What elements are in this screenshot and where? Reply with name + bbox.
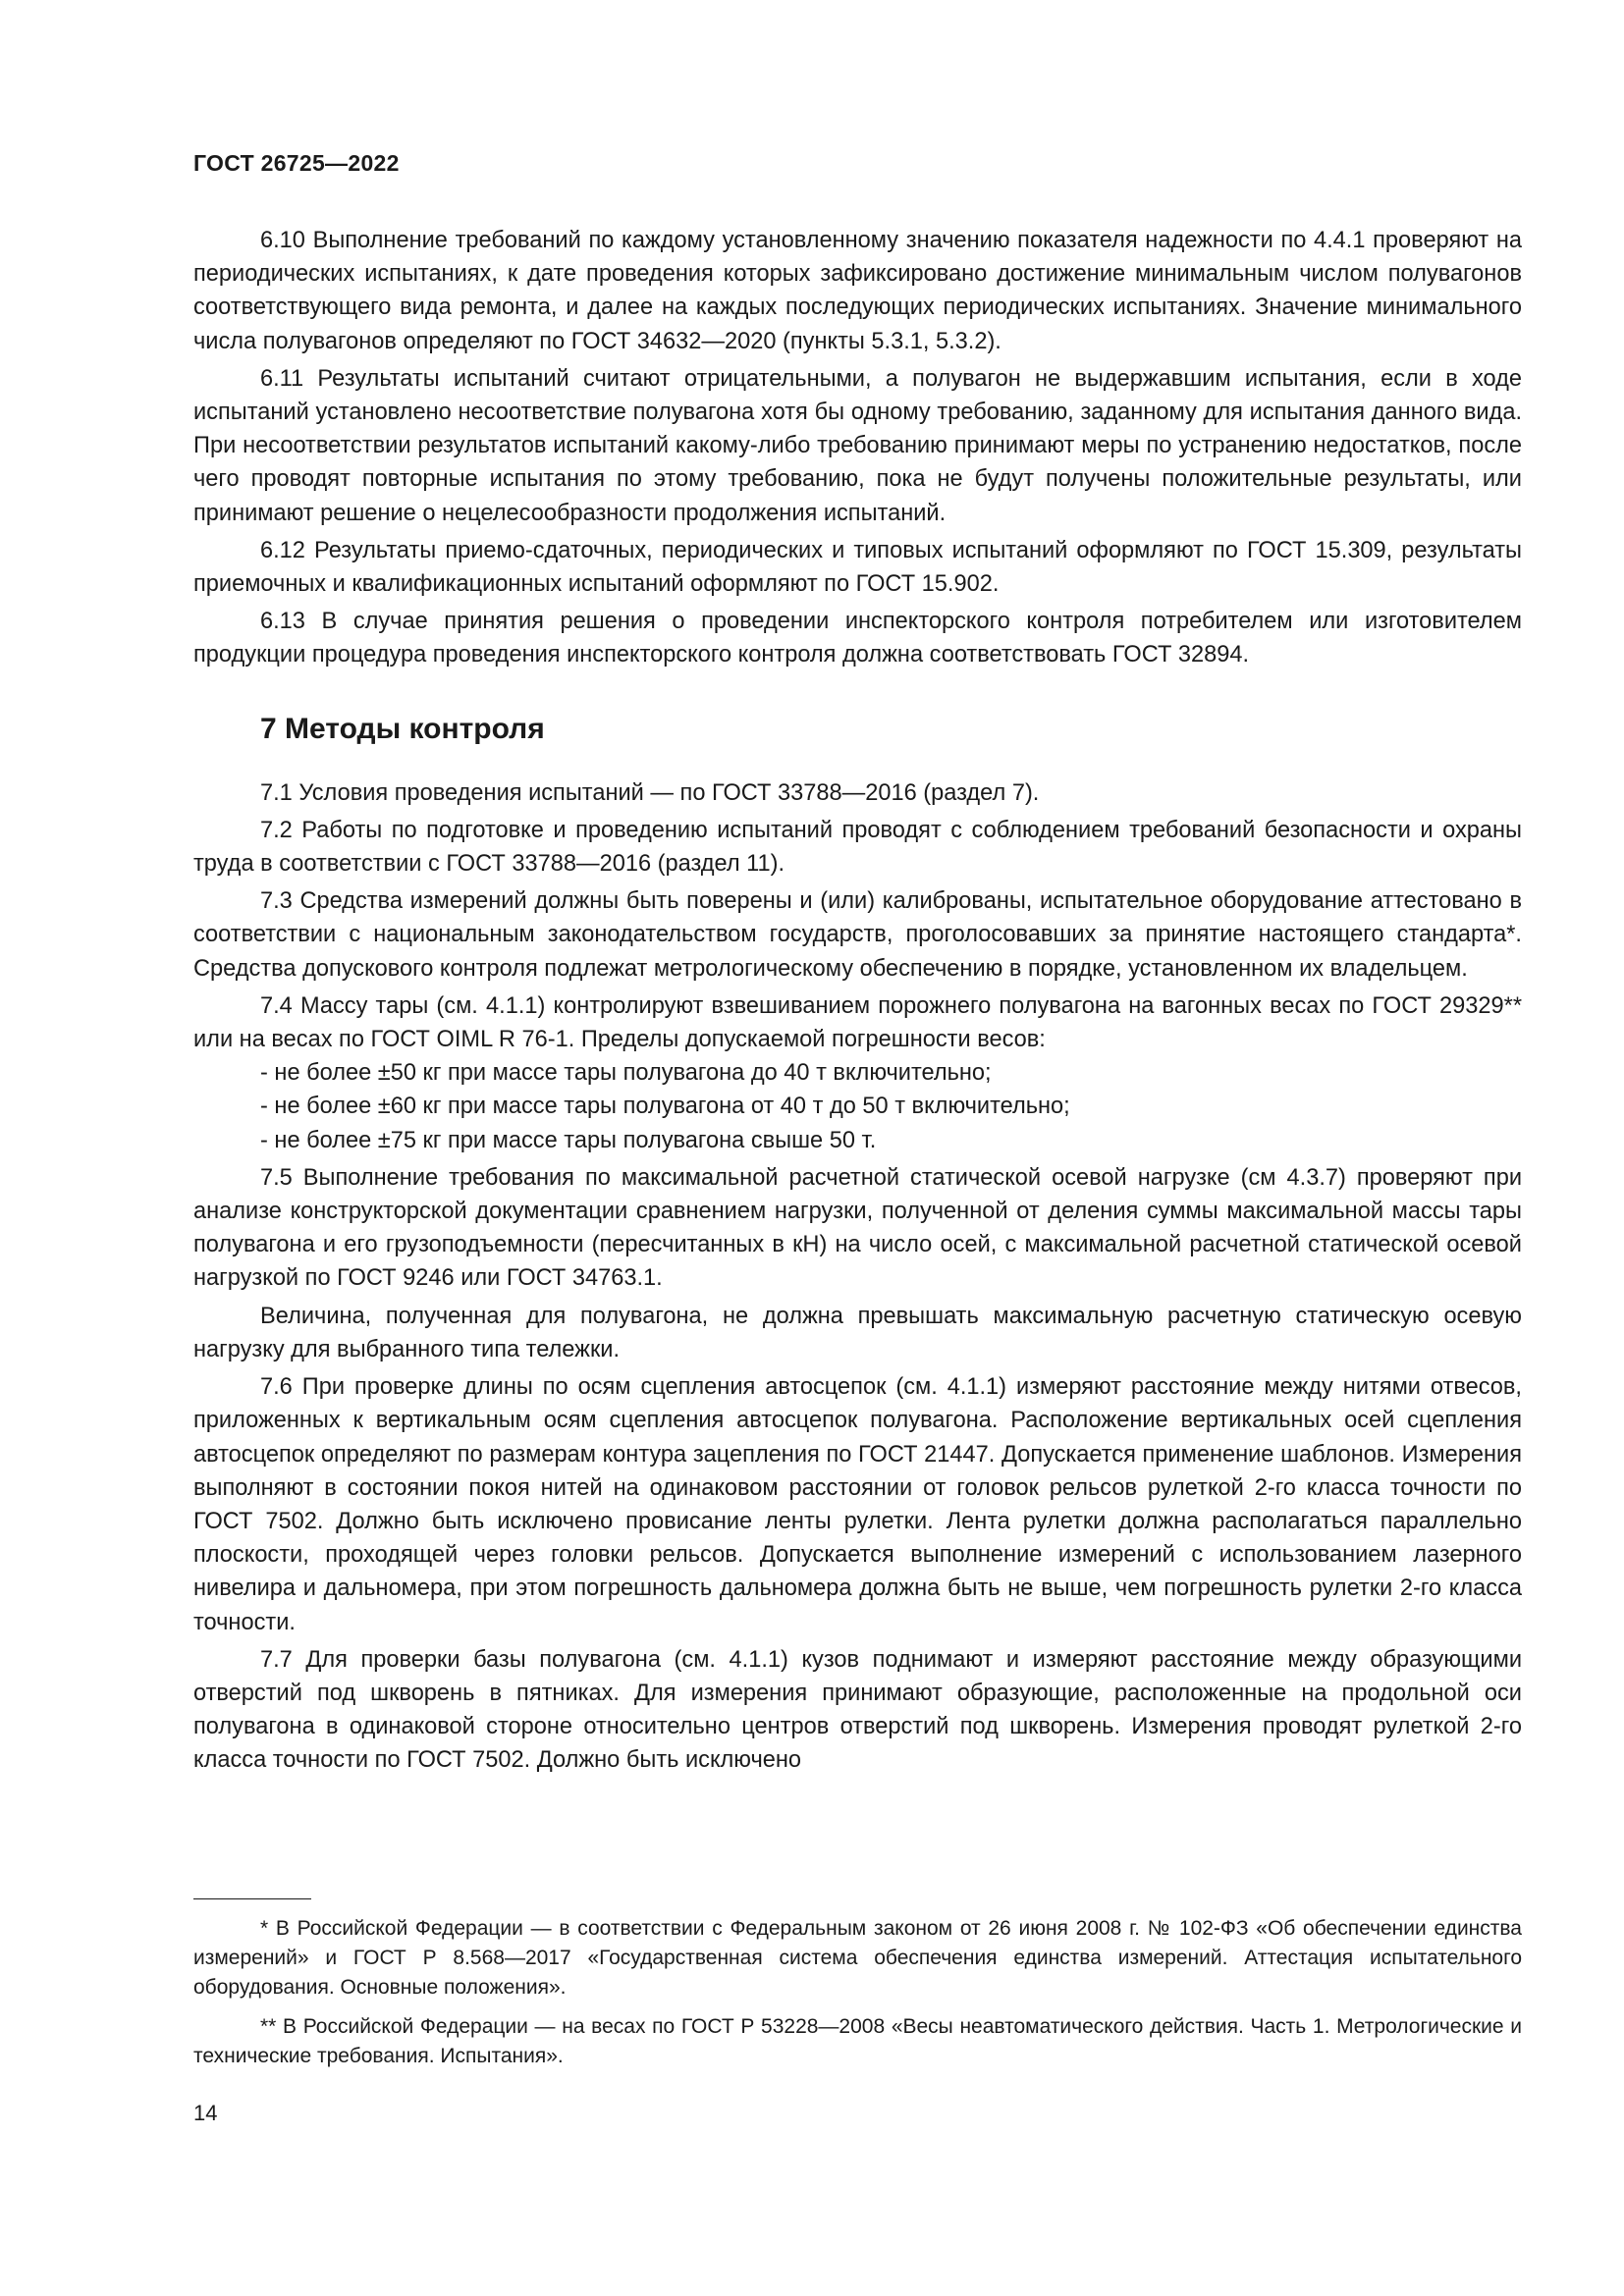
list-item-tolerance-75: - не более ±75 кг при массе тары полувагона свыше 50 т. [260,1127,877,1153]
list-item-tolerance-60: - не более ±60 кг при массе тары полувагона от 40 т до 50 т включительно; [260,1094,1070,1120]
list-item-tolerance-50: - не более ±50 кг при массе тары полувагона до 40 т включительно; [260,1060,992,1087]
paragraph-7-4: 7.4 Массу тары (см. 4.1.1) контролируют взвешиванием порожнего полувагона на вагонных весах по ГОСТ 29329** или на весах по ГОСТ OIML R 76-1. Пределы допускаемой погрешности весов: [193,992,1522,1053]
footnote-divider [193,1898,311,1899]
main-text [193,224,1522,1778]
paragraph-6-11: 6.11 Результаты испытаний считают отрицательными, а полувагон не выдержавшим испытания, если в ходе испытаний установлено несоответствие полувагона хотя бы одному требованию, заданному для испытания данного вида. При несоответствии результатов испытаний какому-либо требованию принимают меры по устранению недостатков, после чего проводят повторные испытания по этому требованию, пока не будут получены положительные результаты, или принимают решение о нецелесообразности продолжения испытаний. [193,365,1522,526]
paragraph-6-13: 6.13 В случае принятия решения о проведении инспекторского контроля потребителем или изготовителем продукции процедура проведения инспекторского контроля должна соответствовать ГОСТ 32894. [193,609,1522,668]
page-number: 14 [193,2101,218,2125]
footnote-2: ** В Российской Федерации — на весах по ГОСТ Р 53228—2008 «Весы неавтоматического действия. Часть 1. Метрологические и технические требования. Испытания». [193,2015,1522,2067]
paragraph-7-1: 7.1 Условия проведения испытаний — по ГОСТ 33788—2016 (раздел 7). [260,779,1040,806]
paragraph-7-7: 7.7 Для проверки базы полувагона (см. 4.1.1) кузов поднимают и измеряют расстояние между образующими отверстий под шкворень в пятниках. Для измерения принимают образующие, расположенные на продольной оси полувагона в одинаковой стороне относительно центров отверстий под шкворень. Измерения проводят рулеткой 2-го класса точности по ГОСТ 7502. Должно быть исключено [193,1646,1522,1774]
footnote-1: * В Российской Федерации — в соответствии с Федеральным законом от 26 июня 2008 г. № 102-ФЗ «Об обеспечении единства измерений» и ГОСТ Р 8.568—2017 «Государственная система обеспечения единства измерений. Аттестация испытательного оборудования. Основные положения». [193,1917,1522,1999]
paragraph-7-5: 7.5 Выполнение требования по максимальной расчетной статической осевой нагрузке (см 4.3.7) проверяют при анализе конструкторской документации сравнением нагрузки, полученной от деления суммы максимальной массы тары полувагона и его грузоподъемности (пересчитанных в кН) на число осей, с максимальной расчетной статической осевой нагрузкой по ГОСТ 9246 или ГОСТ 34763.1. [193,1164,1522,1292]
paragraph-7-5-continued: Величина, полученная для полувагона, не должна превышать максимальную расчетную статическую осевую нагрузку для выбранного типа тележки. [193,1303,1522,1362]
document-code-header: ГОСТ 26725—2022 [193,150,400,176]
paragraph-6-12: 6.12 Результаты приемо-сдаточных, периодических и типовых испытаний оформляют по ГОСТ 15.309, результаты приемочных и квалификационных испытаний оформляют по ГОСТ 15.902. [193,537,1522,598]
section-heading: 7 Методы контроля [260,712,545,745]
paragraph-7-6: 7.6 При проверке длины по осям сцепления автосцепок (см. 4.1.1) измеряют расстояние между нитями отвесов, приложенных к вертикальным осям сцепления автосцепок полувагона. Расположение вертикальных осей сцепления автосцепок определяют по размерам контура зацепления по ГОСТ 21447. Допускается применение шаблонов. Измерения выполняют в состоянии покоя нитей на одинаковом расстоянии от головок рельсов рулеткой 2-го класса точности по ГОСТ 7502. Должно быть исключено провисание ленты рулетки. Лента рулетки должна располагаться параллельно плоскости, проходящей через головки рельсов. Допускается выполнение измерений с использованием лазерного нивелира и дальномера, при этом погрешность дальномера должна быть не выше, чем погрешность рулетки 2-го класса точности. [193,1374,1522,1635]
paragraph-7-2: 7.2 Работы по подготовке и проведению испытаний проводят с соблюдением требований безопасности и охраны труда в соответствии с ГОСТ 33788—2016 (раздел 11). [193,817,1522,878]
paragraph-6-10: 6.10 Выполнение требований по каждому установленному значению показателя надежности по 4.4.1 проверяют на периодических испытаниях, к дате проведения которых зафиксировано достижение минимальным числом полувагонов соответствующего вида ремонта, и далее на каждых последующих периодических испытаниях. Значение минимального числа полувагонов определяют по ГОСТ 34632—2020 (пункты 5.3.1, 5.3.2). [193,228,1522,354]
footnotes [193,1914,1522,2081]
paragraph-7-3: 7.3 Средства измерений должны быть поверены и (или) калиброваны, испытательное оборудование аттестовано в соответствии с национальным законодательством государств, проголосовавших за принятие настоящего стандарта*. Средства допускового контроля подлежат метрологическому обеспечению в порядке, установленном их владельцем. [193,888,1522,982]
